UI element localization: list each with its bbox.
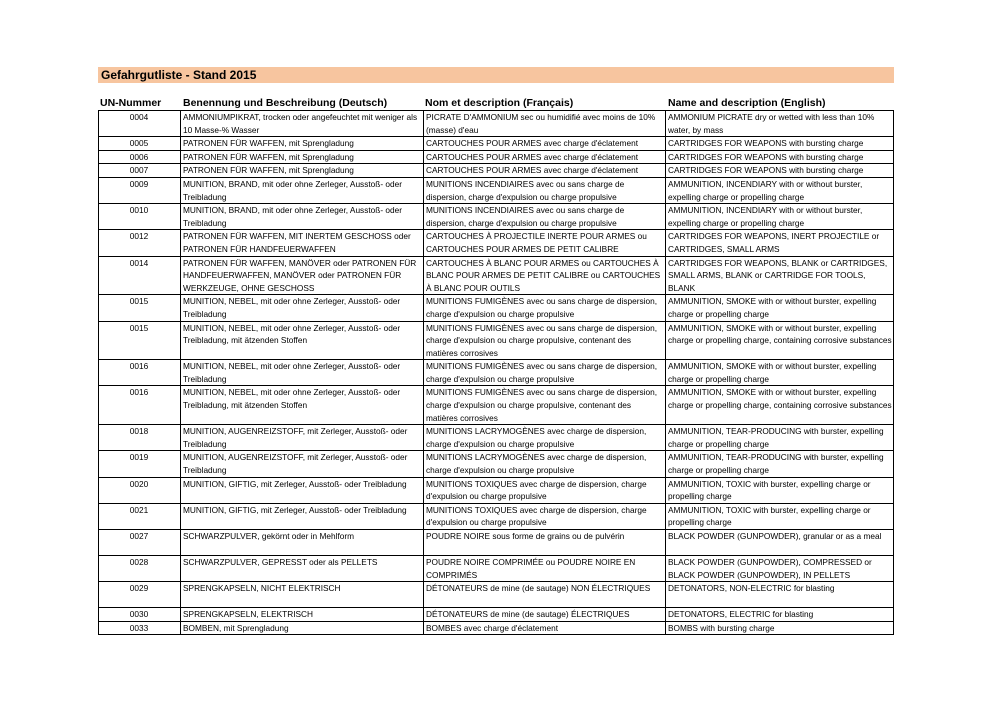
english-description-cell: CARTRIDGES FOR WEAPONS with bursting charge xyxy=(666,164,894,178)
english-description-cell: CARTRIDGES FOR WEAPONS with bursting charge xyxy=(666,150,894,164)
table-row xyxy=(99,321,894,360)
german-description-cell: MUNITION, GIFTIG, mit Zerleger, Ausstoß- oder Treibladung xyxy=(181,477,424,503)
english-description-cell: BOMBS with bursting charge xyxy=(666,621,894,635)
un-number-cell: 0016 xyxy=(99,386,181,425)
english-description-cell: DETONATORS, ELECTRIC for blasting xyxy=(666,608,894,622)
english-description-cell: AMMUNITION, TEAR-PRODUCING with burster, expelling charge or propelling charge xyxy=(666,425,894,451)
table-row xyxy=(99,425,894,451)
un-number-cell: 0006 xyxy=(99,150,181,164)
english-description-cell: AMMUNITION, TOXIC with burster, expelling charge or propelling charge xyxy=(666,503,894,529)
english-description-cell: AMMUNITION, INCENDIARY with or without burster, expelling charge or propelling charge xyxy=(666,177,894,203)
french-description-cell: MUNITIONS LACRYMOGÈNES avec charge de dispersion, charge d'expulsion ou charge propulsive xyxy=(424,451,666,477)
un-number-cell: 0014 xyxy=(99,256,181,295)
english-description-cell: AMMUNITION, SMOKE with or without burster, expelling charge or propelling charge, containing corrosive substances xyxy=(666,386,894,425)
french-description-cell: MUNITIONS TOXIQUES avec charge de dispersion, charge d'expulsion ou charge propulsive xyxy=(424,477,666,503)
german-description-cell: PATRONEN FÜR WAFFEN, MIT INERTEM GESCHOSS oder PATRONEN FÜR HANDFEUERWAFFEN xyxy=(181,230,424,256)
german-description-cell: AMMONIUMPIKRAT, trocken oder angefeuchtet mit weniger als 10 Masse-% Wasser xyxy=(181,111,424,137)
table-row xyxy=(99,530,894,556)
table-row xyxy=(99,150,894,164)
english-description-cell: AMMUNITION, SMOKE with or without burster, expelling charge or propelling charge, containing corrosive substances xyxy=(666,321,894,360)
table-row xyxy=(99,256,894,295)
german-description-cell: PATRONEN FÜR WAFFEN, mit Sprengladung xyxy=(181,164,424,178)
table-row xyxy=(99,177,894,203)
table-row xyxy=(99,204,894,230)
german-description-cell: MUNITION, NEBEL, mit oder ohne Zerleger, Ausstoß- oder Treibladung xyxy=(181,295,424,321)
table-row xyxy=(99,451,894,477)
un-number-cell: 0027 xyxy=(99,530,181,556)
english-description-cell: AMMONIUM PICRATE dry or wetted with less than 10% water, by mass xyxy=(666,111,894,137)
column-headers xyxy=(98,96,894,110)
english-description-cell: AMMUNITION, TEAR-PRODUCING with burster, expelling charge or propelling charge xyxy=(666,451,894,477)
german-description-cell: MUNITION, AUGENREIZSTOFF, mit Zerleger, Ausstoß- oder Treibladung xyxy=(181,451,424,477)
french-description-cell: CARTOUCHES À PROJECTILE INERTE POUR ARMES ou CARTOUCHES POUR ARMES DE PETIT CALIBRE xyxy=(424,230,666,256)
un-number-cell: 0015 xyxy=(99,321,181,360)
english-description-cell: AMMUNITION, SMOKE with or without burster, expelling charge or propelling charge xyxy=(666,295,894,321)
un-number-cell: 0028 xyxy=(99,556,181,582)
table-row xyxy=(99,582,894,608)
german-description-cell: MUNITION, NEBEL, mit oder ohne Zerleger, Ausstoß- oder Treibladung xyxy=(181,360,424,386)
table-row xyxy=(99,503,894,529)
french-description-cell: MUNITIONS INCENDIAIRES avec ou sans charge de dispersion, charge d'expulsion ou charge propulsive xyxy=(424,204,666,230)
un-number-cell: 0015 xyxy=(99,295,181,321)
english-description-cell: CARTRIDGES FOR WEAPONS with bursting charge xyxy=(666,137,894,151)
german-description-cell: PATRONEN FÜR WAFFEN, mit Sprengladung xyxy=(181,137,424,151)
table-row xyxy=(99,477,894,503)
french-description-cell: CARTOUCHES POUR ARMES avec charge d'éclatement xyxy=(424,137,666,151)
english-description-cell: CARTRIDGES FOR WEAPONS, INERT PROJECTILE or CARTRIDGES, SMALL ARMS xyxy=(666,230,894,256)
french-description-cell: MUNITIONS INCENDIAIRES avec ou sans charge de dispersion, charge d'expulsion ou charge propulsive xyxy=(424,177,666,203)
german-description-cell: PATRONEN FÜR WAFFEN, MANÖVER oder PATRONEN FÜR HANDFEUERWAFFEN, MANÖVER oder PATRONEN FÜR WERKZEUGE, OHNE GESCHOSS xyxy=(181,256,424,295)
french-description-cell: MUNITIONS LACRYMOGÈNES avec charge de dispersion, charge d'expulsion ou charge propulsive xyxy=(424,425,666,451)
french-description-cell: CARTOUCHES POUR ARMES avec charge d'éclatement xyxy=(424,164,666,178)
table-row xyxy=(99,164,894,178)
un-number-cell: 0016 xyxy=(99,360,181,386)
english-description-cell: DETONATORS, NON-ELECTRIC for blasting xyxy=(666,582,894,608)
french-description-cell: MUNITIONS FUMIGÈNES avec ou sans charge de dispersion, charge d'expulsion ou charge propulsive xyxy=(424,360,666,386)
french-description-cell: POUDRE NOIRE sous forme de grains ou de pulvérin xyxy=(424,530,666,556)
un-number-cell: 0012 xyxy=(99,230,181,256)
english-description-cell: BLACK POWDER (GUNPOWDER), COMPRESSED or BLACK POWDER (GUNPOWDER), IN PELLETS xyxy=(666,556,894,582)
english-description-cell: CARTRIDGES FOR WEAPONS, BLANK or CARTRIDGES, SMALL ARMS, BLANK or CARTRIDGE FOR TOOLS, BLANK xyxy=(666,256,894,295)
english-description-cell: AMMUNITION, SMOKE with or without burster, expelling charge or propelling charge xyxy=(666,360,894,386)
french-description-cell: BOMBES avec charge d'éclatement xyxy=(424,621,666,635)
table-row xyxy=(99,360,894,386)
english-description-cell: AMMUNITION, INCENDIARY with or without burster, expelling charge or propelling charge xyxy=(666,204,894,230)
german-description-cell: SPRENGKAPSELN, NICHT ELEKTRISCH xyxy=(181,582,424,608)
table-body xyxy=(99,111,894,635)
french-description-cell: MUNITIONS FUMIGÈNES avec ou sans charge de dispersion, charge d'expulsion ou charge propulsive, contenant des matières corrosives xyxy=(424,386,666,425)
french-description-cell: POUDRE NOIRE COMPRIMÉE ou POUDRE NOIRE EN COMPRIMÉS xyxy=(424,556,666,582)
french-description-cell: MUNITIONS FUMIGÈNES avec ou sans charge de dispersion, charge d'expulsion ou charge propulsive xyxy=(424,295,666,321)
un-number-cell: 0030 xyxy=(99,608,181,622)
french-description-cell: MUNITIONS FUMIGÈNES avec ou sans charge de dispersion, charge d'expulsion ou charge propulsive, contenant des matières corrosives xyxy=(424,321,666,360)
german-description-cell: MUNITION, NEBEL, mit oder ohne Zerleger, Ausstoß- oder Treibladung, mit ätzenden Stoffen xyxy=(181,321,424,360)
un-number-cell: 0029 xyxy=(99,582,181,608)
un-number-cell: 0033 xyxy=(99,621,181,635)
german-description-cell: MUNITION, NEBEL, mit oder ohne Zerleger, Ausstoß- oder Treibladung, mit ätzenden Stoffen xyxy=(181,386,424,425)
german-description-cell: MUNITION, AUGENREIZSTOFF, mit Zerleger, Ausstoß- oder Treibladung xyxy=(181,425,424,451)
sheet-title: Gefahrgutliste - Stand 2015 xyxy=(98,67,894,83)
english-description-cell: BLACK POWDER (GUNPOWDER), granular or as a meal xyxy=(666,530,894,556)
un-number-cell: 0009 xyxy=(99,177,181,203)
table-row xyxy=(99,137,894,151)
french-description-cell: PICRATE D'AMMONIUM sec ou humidifié avec moins de 10% (masse) d'eau xyxy=(424,111,666,137)
table-row xyxy=(99,556,894,582)
german-description-cell: MUNITION, BRAND, mit oder ohne Zerleger, Ausstoß- oder Treibladung xyxy=(181,177,424,203)
dangerous-goods-table xyxy=(98,110,894,635)
un-number-cell: 0007 xyxy=(99,164,181,178)
english-description-cell: AMMUNITION, TOXIC with burster, expelling charge or propelling charge xyxy=(666,477,894,503)
german-description-cell: SCHWARZPULVER, gekörnt oder in Mehlform xyxy=(181,530,424,556)
table-row xyxy=(99,608,894,622)
table-row xyxy=(99,111,894,137)
german-description-cell: SCHWARZPULVER, GEPRESST oder als PELLETS xyxy=(181,556,424,582)
german-description-cell: MUNITION, BRAND, mit oder ohne Zerleger, Ausstoß- oder Treibladung xyxy=(181,204,424,230)
un-number-cell: 0004 xyxy=(99,111,181,137)
un-number-cell: 0010 xyxy=(99,204,181,230)
un-number-cell: 0005 xyxy=(99,137,181,151)
header-french: Nom et description (Français) xyxy=(425,97,574,109)
table-row xyxy=(99,386,894,425)
un-number-cell: 0020 xyxy=(99,477,181,503)
german-description-cell: PATRONEN FÜR WAFFEN, mit Sprengladung xyxy=(181,150,424,164)
french-description-cell: CARTOUCHES À BLANC POUR ARMES ou CARTOUCHES À BLANC POUR ARMES DE PETIT CALIBRE ou CARTOUCHES À BLANC POUR OUTILS xyxy=(424,256,666,295)
table-row xyxy=(99,230,894,256)
un-number-cell: 0021 xyxy=(99,503,181,529)
german-description-cell: MUNITION, GIFTIG, mit Zerleger, Ausstoß- oder Treibladung xyxy=(181,503,424,529)
un-number-cell: 0019 xyxy=(99,451,181,477)
header-english: Name and description (English) xyxy=(668,97,826,109)
header-german: Benennung und Beschreibung (Deutsch) xyxy=(183,97,388,109)
table-row xyxy=(99,295,894,321)
french-description-cell: CARTOUCHES POUR ARMES avec charge d'éclatement xyxy=(424,150,666,164)
un-number-cell: 0018 xyxy=(99,425,181,451)
german-description-cell: SPRENGKAPSELN, ELEKTRISCH xyxy=(181,608,424,622)
header-un-number: UN-Nummer xyxy=(100,97,162,109)
table-row xyxy=(99,621,894,635)
french-description-cell: DÉTONATEURS de mine (de sautage) ÉLECTRIQUES xyxy=(424,608,666,622)
french-description-cell: MUNITIONS TOXIQUES avec charge de dispersion, charge d'expulsion ou charge propulsive xyxy=(424,503,666,529)
german-description-cell: BOMBEN, mit Sprengladung xyxy=(181,621,424,635)
french-description-cell: DÉTONATEURS de mine (de sautage) NON ÉLECTRIQUES xyxy=(424,582,666,608)
